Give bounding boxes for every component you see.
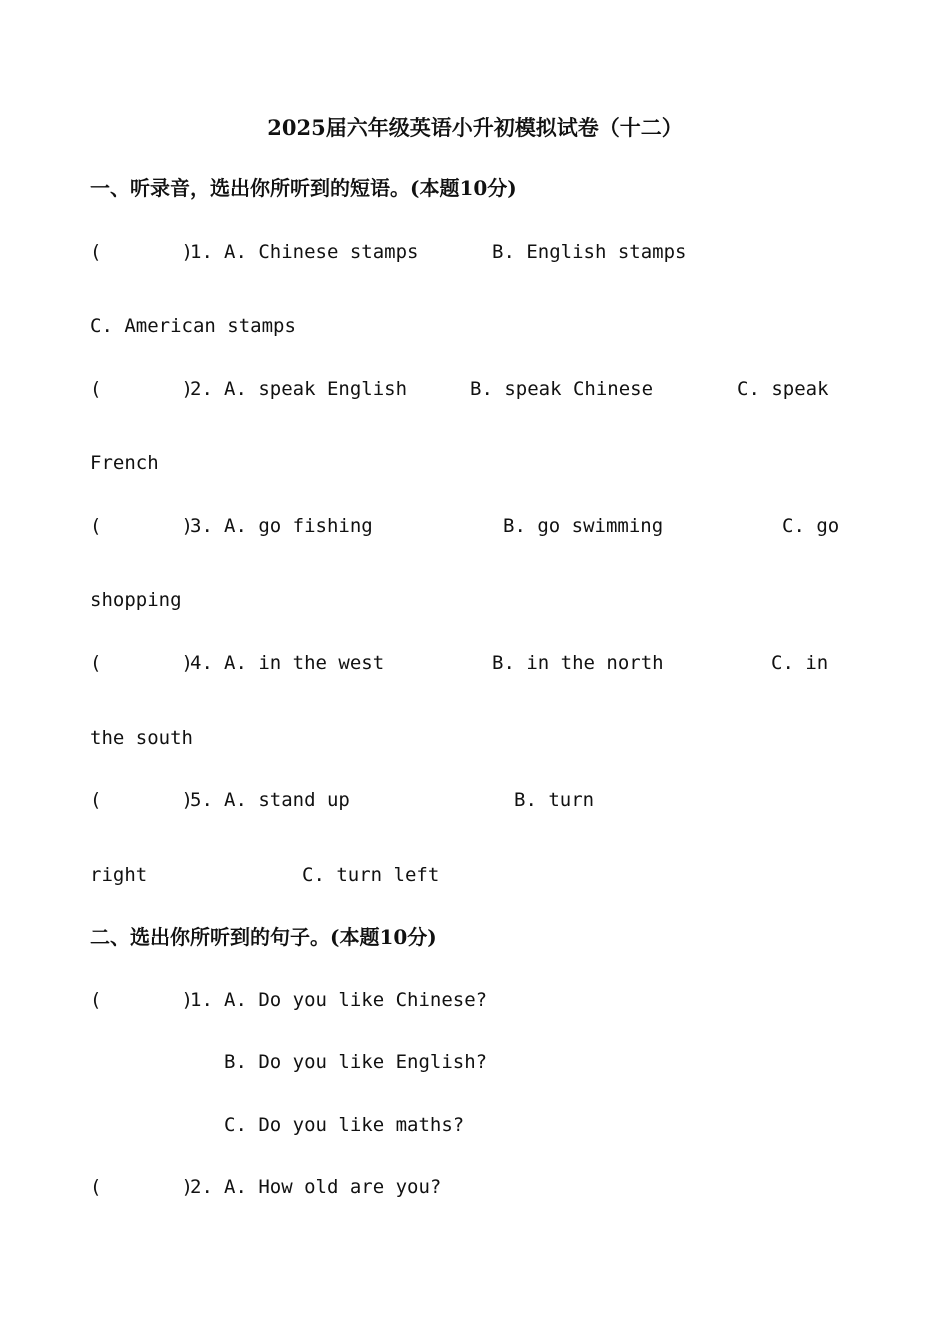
option-a: A. in the west — [224, 652, 385, 674]
answer-blank[interactable]: ( ) — [90, 1176, 193, 1198]
option-c-continued: shopping — [90, 589, 182, 611]
option-c: C. speak — [737, 378, 829, 400]
question-number: 1. — [190, 241, 213, 263]
option-a: A. Chinese stamps — [224, 241, 419, 263]
answer-blank[interactable]: ( ) — [90, 652, 193, 674]
option-c: C. go — [782, 515, 840, 537]
option-a: A. speak English — [224, 378, 408, 400]
option-c: C. Do you like maths? — [224, 1114, 465, 1136]
question-number: 2. — [190, 1176, 213, 1198]
option-b: B. in the north — [492, 652, 664, 674]
option-c-continued: the south — [90, 727, 193, 749]
answer-blank[interactable]: ( ) — [90, 515, 193, 537]
option-b: B. English stamps — [492, 241, 687, 263]
answer-blank[interactable]: ( ) — [90, 378, 193, 400]
option-a: A. stand up — [224, 789, 350, 811]
question-number: 5. — [190, 789, 213, 811]
section-1-heading: 一、听录音，选出你所听到的短语。(本题10分) — [90, 176, 517, 200]
option-c: C. American stamps — [90, 315, 296, 337]
answer-blank[interactable]: ( ) — [90, 241, 193, 263]
option-b-continued: right — [90, 864, 148, 886]
option-b: B. turn — [514, 789, 595, 811]
question-number: 4. — [190, 652, 213, 674]
option-b: B. speak Chinese — [470, 378, 654, 400]
option-b: B. Do you like English? — [224, 1051, 488, 1073]
option-b: B. go swimming — [503, 515, 664, 537]
section-2-heading: 二、选出你所听到的句子。(本题10分) — [90, 925, 437, 949]
option-c: C. turn left — [302, 864, 440, 886]
question-number: 1. — [190, 989, 213, 1011]
answer-blank[interactable]: ( ) — [90, 789, 193, 811]
option-a: A. How old are you? — [224, 1176, 442, 1198]
option-c: C. in — [771, 652, 829, 674]
option-c-continued: French — [90, 452, 159, 474]
option-a: A. Do you like Chinese? — [224, 989, 488, 1011]
question-number: 2. — [190, 378, 213, 400]
answer-blank[interactable]: ( ) — [90, 989, 193, 1011]
option-a: A. go fishing — [224, 515, 373, 537]
page-title: 2025届六年级英语小升初模拟试卷（十二） — [267, 115, 683, 140]
question-number: 3. — [190, 515, 213, 537]
